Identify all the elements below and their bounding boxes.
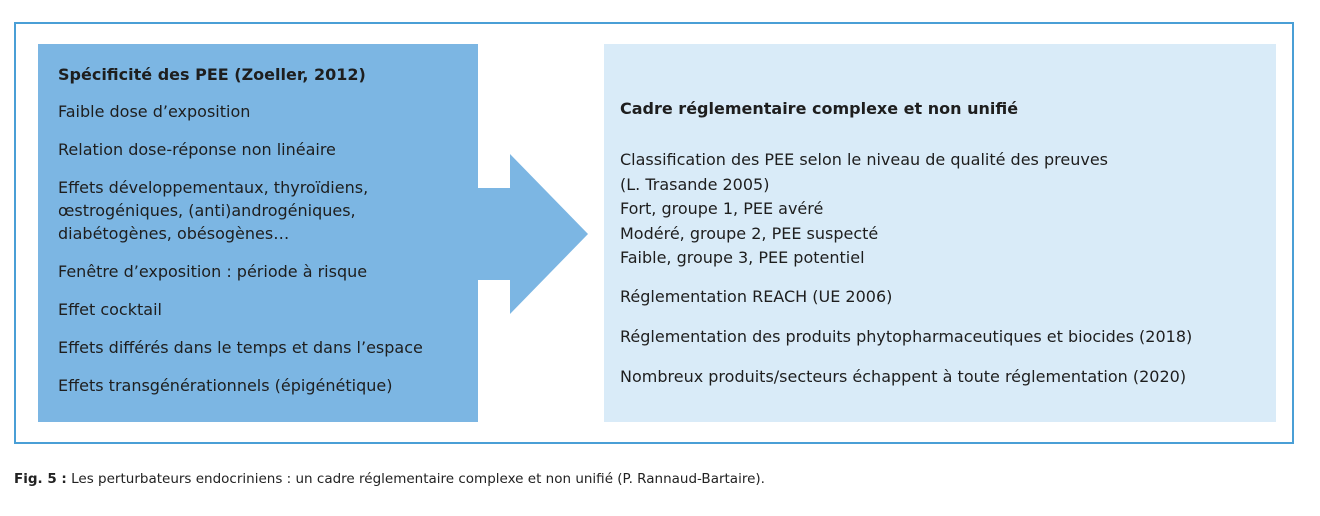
- pee-specificity-box: [38, 44, 478, 422]
- list-item: Faible dose d’exposition: [58, 102, 251, 121]
- classification-line: Classification des PEE selon le niveau de qualité des preuves: [620, 150, 1108, 169]
- figure-label: Fig. 5 :: [14, 471, 67, 487]
- regulation-item: Réglementation des produits phytopharmaceutiques et biocides (2018): [620, 326, 1193, 346]
- regulation-item: Réglementation REACH (UE 2006): [620, 286, 893, 306]
- list-item: Effets différés dans le temps et dans l’espace: [58, 338, 423, 357]
- classification-line: Faible, groupe 3, PEE potentiel: [620, 248, 865, 267]
- figure-caption-text: Les perturbateurs endocriniens : un cadre réglementaire complexe et non unifié (P. Rannaud-Bartaire).: [66, 471, 765, 487]
- figure-caption: [14, 470, 765, 488]
- pee-specificity-list: [58, 100, 460, 397]
- list-item: Fenêtre d’exposition : période à risque: [58, 262, 368, 281]
- classification-line: Modéré, groupe 2, PEE suspecté: [620, 223, 879, 243]
- list-item: Effet cocktail: [58, 300, 162, 319]
- classification-line: Fort, groupe 1, PEE avéré: [620, 199, 824, 218]
- list-item: Effets développementaux, thyroïdiens, œstrogéniques, (anti)androgéniques, diabétogènes, obésogènes…: [58, 178, 369, 243]
- list-item: Effets transgénérationnels (épigénétique): [58, 376, 393, 395]
- list-item: Relation dose-réponse non linéaire: [58, 140, 336, 159]
- regulation-box: [604, 44, 1276, 422]
- pee-specificity-title: Spécificité des PEE (Zoeller, 2012): [58, 65, 366, 84]
- regulation-item: Nombreux produits/secteurs échappent à toute réglementation (2020): [620, 366, 1187, 386]
- regulation-title: Cadre réglementaire complexe et non unifié: [620, 99, 1019, 118]
- classification-line: (L. Trasande 2005): [620, 174, 770, 194]
- classification-block: [620, 148, 1262, 271]
- arrow-right-icon: [476, 154, 588, 314]
